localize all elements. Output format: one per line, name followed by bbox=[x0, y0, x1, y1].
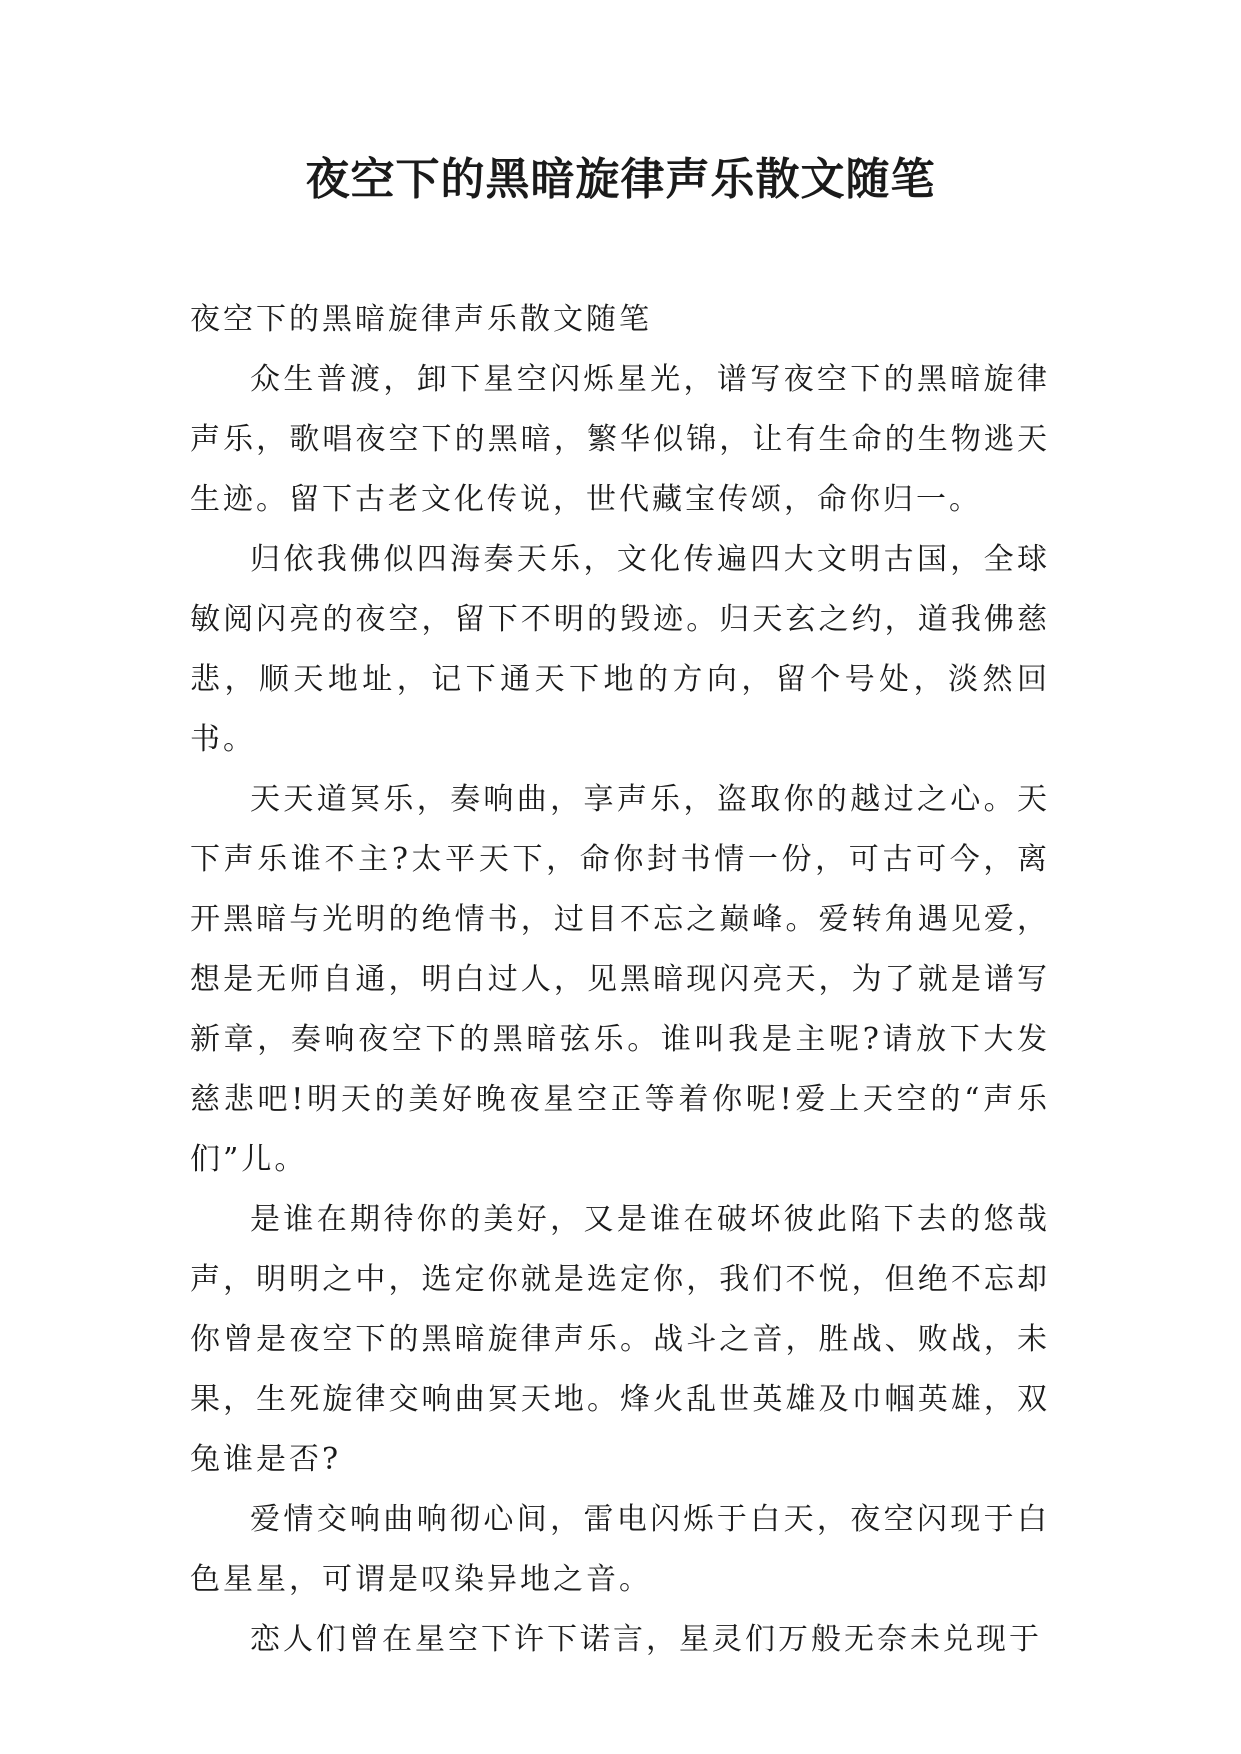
paragraph: 恋人们曾在星空下许下诺言，星灵们万般无奈未兑现于 bbox=[250, 1622, 1042, 1657]
paragraph: 是谁在期待你的美好，又是谁在破坏彼此陷下去的悠哉声，明明之中，选定你就是选定你，我们不悦，但绝不忘却你曾是夜空下的黑暗旋律声乐。战斗之音，胜战、败战，未果，生死旋律交响曲冥天地。烽火乱世英雄及巾帼英雄，双兔谁是否? bbox=[190, 1202, 1050, 1477]
paragraph: 归依我佛似四海奏天乐，文化传遍四大文明古国，全球敏阅闪亮的夜空，留下不明的毁迹。归天玄之约，道我佛慈悲，顺天地址，记下通天下地的方向，留个号处，淡然回书。 bbox=[190, 542, 1050, 757]
document-title: 夜空下的黑暗旋律声乐散文随笔 bbox=[305, 154, 936, 205]
paragraph: 爱情交响曲响彻心间，雷电闪烁于白天，夜空闪现于白色星星，可谓是叹染异地之音。 bbox=[190, 1502, 1050, 1597]
document-body bbox=[190, 290, 1050, 1670]
paragraph: 众生普渡，卸下星空闪烁星光，谱写夜空下的黑暗旋律声乐，歌唱夜空下的黑暗，繁华似锦，让有生命的生物逃天生迹。留下古老文化传说，世代藏宝传颂，命你归一。 bbox=[190, 362, 1050, 517]
document-subtitle: 夜空下的黑暗旋律声乐散文随笔 bbox=[190, 302, 652, 337]
paragraph: 天天道冥乐，奏响曲，享声乐，盗取你的越过之心。天下声乐谁不主?太平天下，命你封书情一份，可古可今，离开黑暗与光明的绝情书，过目不忘之巅峰。爱转角遇见爱，想是无师自通，明白过人，见黑暗现闪亮天，为了就是谱写新章，奏响夜空下的黑暗弦乐。谁叫我是主呢?请放下大发慈悲吧!明天的美好晚夜星空正等着你呢!爱上天空的“声乐们”儿。 bbox=[190, 782, 1050, 1177]
